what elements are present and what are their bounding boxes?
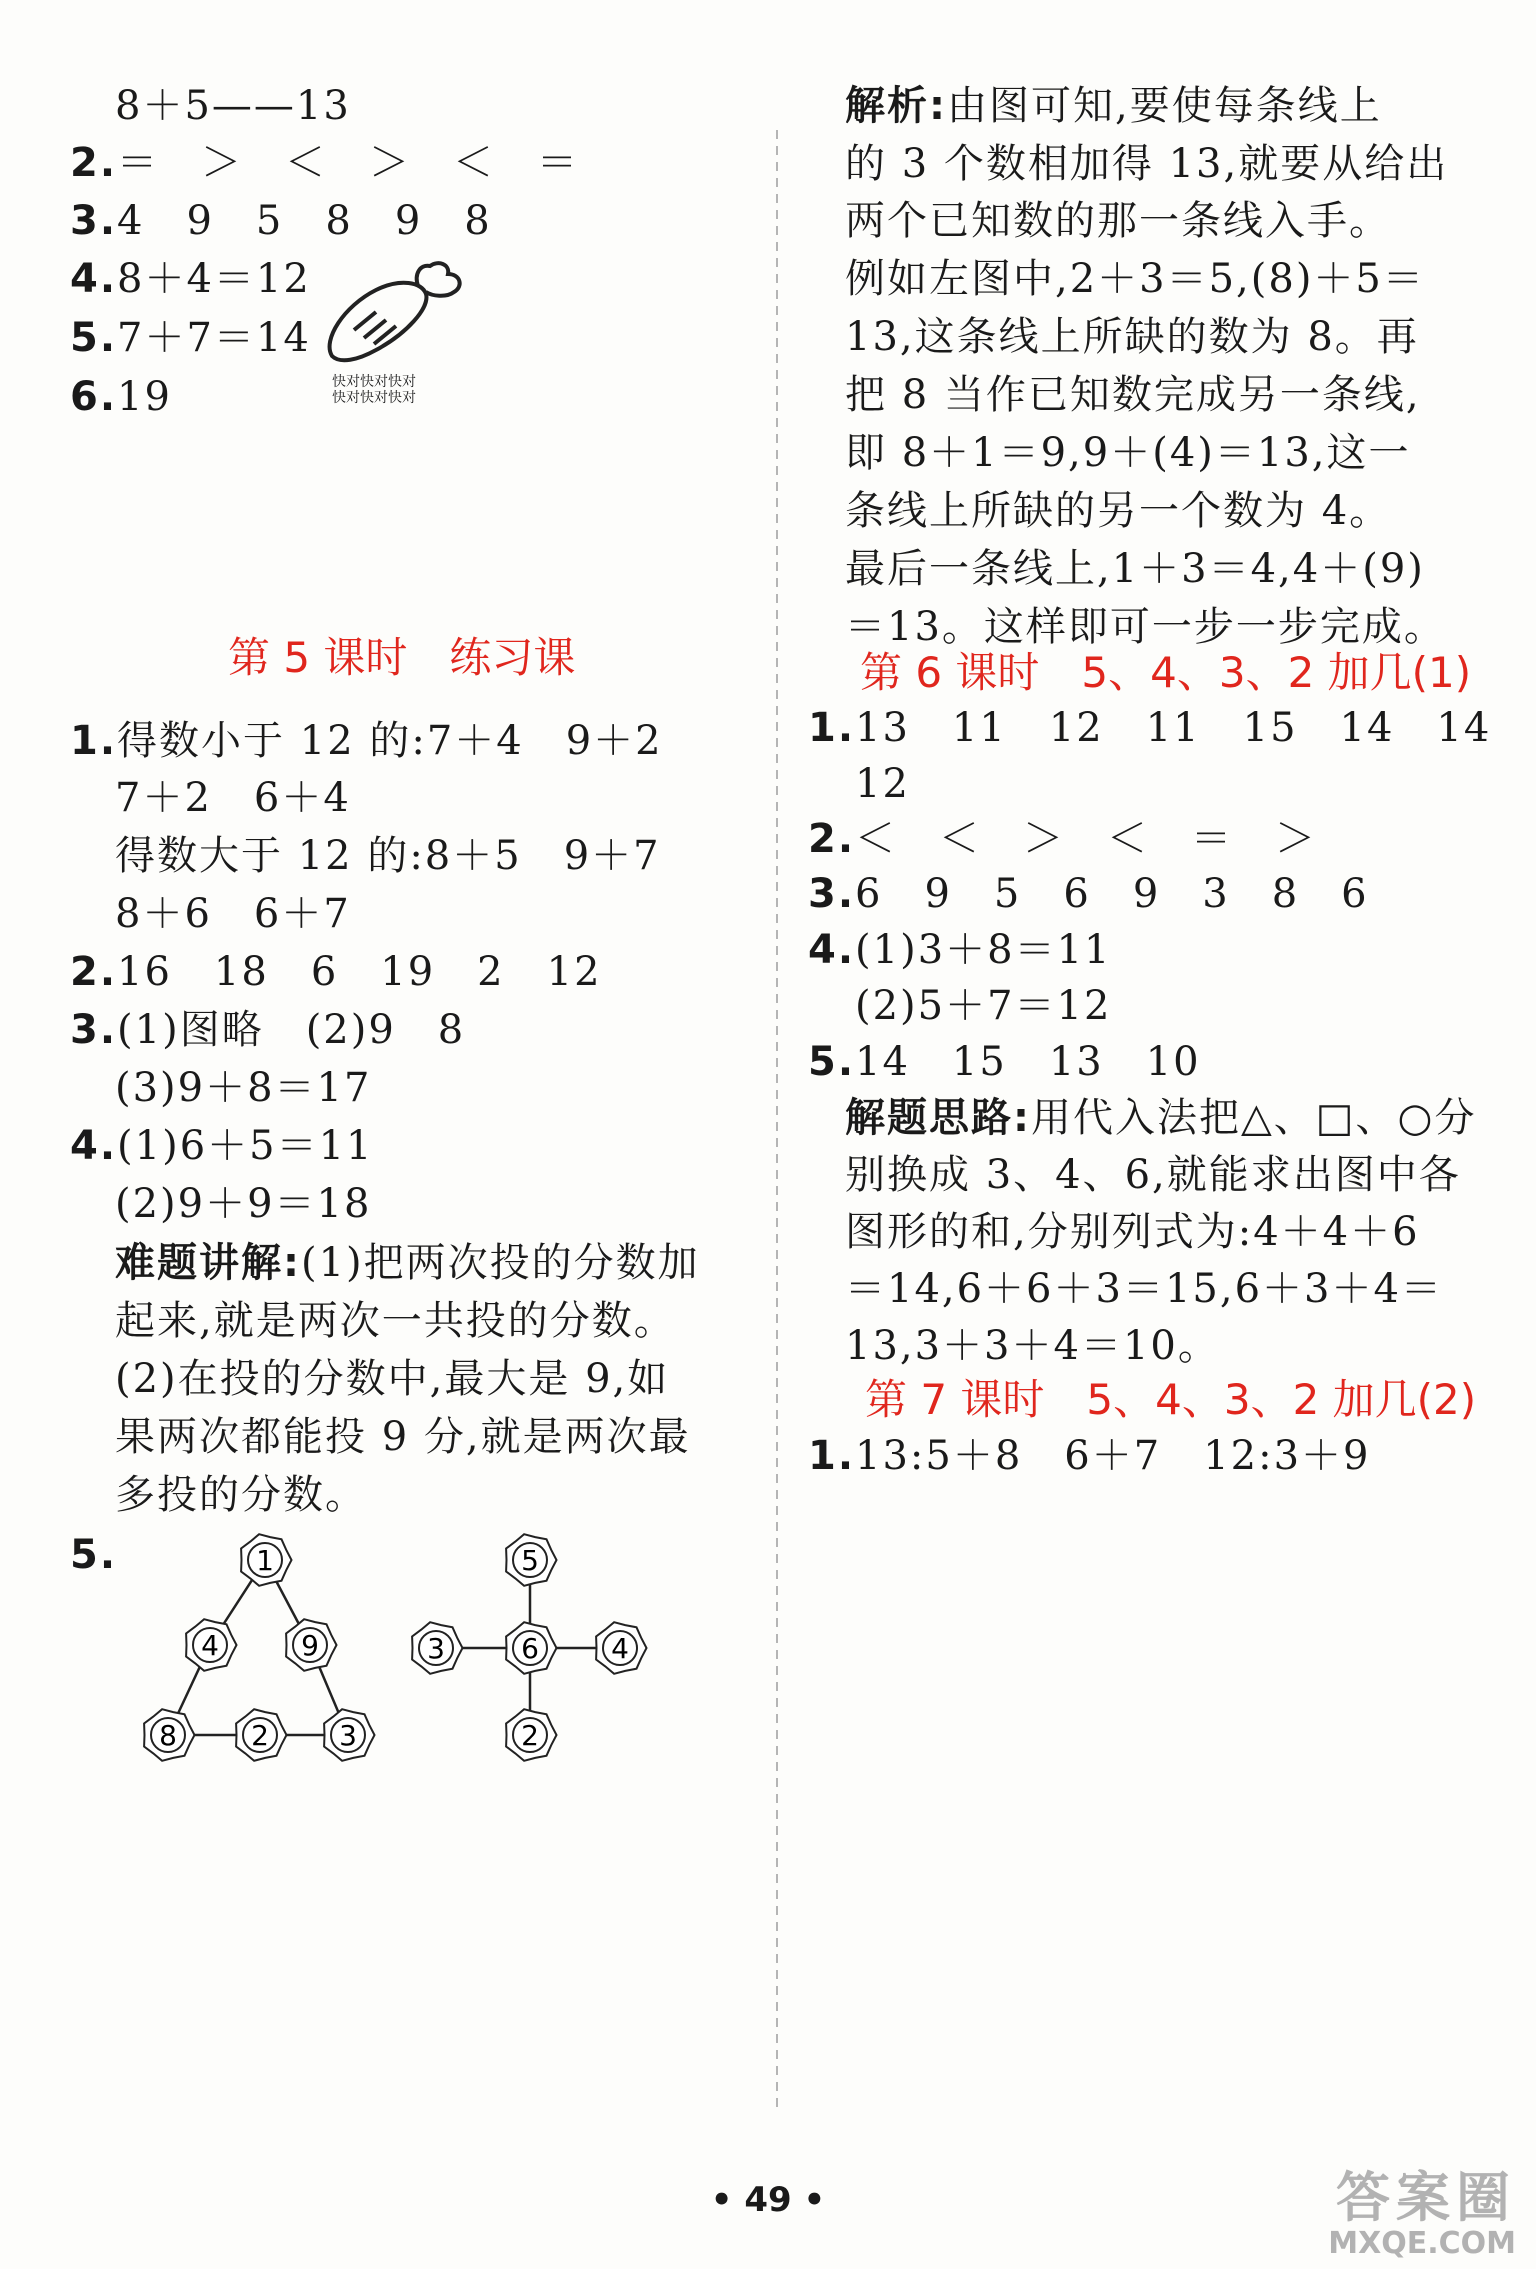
s5-question-1-line-2: 7＋2 6＋4 <box>115 775 351 821</box>
circle-node-tri-br <box>324 1709 374 1761</box>
circle-node-tri-bm <box>236 1709 286 1761</box>
s5-question-3-line-2: (3)9＋8＝17 <box>115 1065 372 1111</box>
s5-note-line-1: 难题讲解:(1)把两次投的分数加 <box>115 1240 700 1286</box>
circle-node-cross-center <box>506 1622 556 1674</box>
circle-number-tri-ml: 4 <box>201 1629 219 1662</box>
circle-node-tri-ml <box>186 1619 236 1671</box>
s6-question-4-line-2: (2)5＋7＝12 <box>855 983 1112 1029</box>
circle-node-cross-bottom <box>506 1709 556 1761</box>
cross-nodes <box>412 1534 646 1761</box>
s5-question-1-line-4: 8＋6 6＋7 <box>115 891 351 937</box>
s6-question-1: 1.13 11 12 11 15 14 14 <box>808 705 1492 751</box>
circle-node-cross-right <box>596 1622 646 1674</box>
s5-note-line-3: (2)在投的分数中,最大是 9,如 <box>115 1356 670 1402</box>
circle-number-cross-top: 5 <box>521 1544 539 1577</box>
s6-tip-line-5: 13,3＋3＋4＝10。 <box>845 1323 1220 1369</box>
cross-diagram <box>400 1530 660 1770</box>
analysis-line-9: 最后一条线上,1＋3＝4,4＋(9) <box>845 546 1425 592</box>
section-6-title: 第 6 课时 5、4、3、2 加几(1) <box>860 648 1472 697</box>
circle-node-cross-left <box>412 1622 462 1674</box>
triangle-diagram <box>120 1530 410 1770</box>
circle-number-cross-center: 6 <box>521 1632 539 1665</box>
circle-node-tri-mr <box>286 1619 336 1671</box>
circle-number-cross-right: 4 <box>611 1632 629 1665</box>
carrot-icon <box>318 260 468 370</box>
analysis-line-8: 条线上所缺的另一个数为 4。 <box>845 488 1392 534</box>
carrot-caption: 快对快对快对 快对快对快对 <box>332 374 416 406</box>
s6-question-3: 3.6 9 5 6 9 3 8 6 <box>808 871 1369 917</box>
circle-number-tri-br: 3 <box>339 1719 357 1752</box>
s5-question-5: 5. <box>70 1532 118 1578</box>
circle-number-tri-bl: 8 <box>159 1719 177 1752</box>
s5-note-line-4: 果两次都能投 9 分,就是两次最 <box>115 1414 691 1460</box>
s5-note-line-2: 起来,就是两次一共投的分数。 <box>115 1298 676 1344</box>
analysis-line-6: 把 8 当作已知数完成另一条线, <box>845 372 1421 418</box>
circle-number-tri-top: 1 <box>256 1544 274 1577</box>
question-2: 2.＝ ＞ ＜ ＞ ＜ ＝ <box>70 140 580 186</box>
section-5-title: 第 5 课时 练习课 <box>228 633 576 682</box>
s5-question-1: 1.得数小于 12 的:7＋4 9＋2 <box>70 718 663 764</box>
column-divider <box>776 130 778 2110</box>
analysis-line-3: 两个已知数的那一条线入手。 <box>845 198 1391 244</box>
s6-tip-line-1: 解题思路:用代入法把△、□、○分 <box>845 1095 1477 1141</box>
triangle-nodes <box>144 1534 374 1761</box>
s5-question-4: 4.(1)6＋5＝11 <box>70 1123 374 1169</box>
circle-node-tri-bl <box>144 1709 194 1761</box>
circle-number-cross-bottom: 2 <box>521 1719 539 1752</box>
analysis-line-2: 的 3 个数相加得 13,就要从给出 <box>845 141 1449 187</box>
analysis-line-7: 即 8＋1＝9,9＋(4)＝13,这一 <box>845 430 1411 476</box>
question-5: 5.7＋7＝14 <box>70 315 311 361</box>
analysis-line-1: 解析:由图可知,要使每条线上 <box>845 83 1382 129</box>
circle-node-cross-top <box>506 1534 556 1586</box>
watermark-logo: 答案圈 MXQE.COM <box>1328 2166 1516 2261</box>
s6-question-4: 4.(1)3＋8＝11 <box>808 927 1112 973</box>
s7-question-1: 1.13:5＋8 6＋7 12:3＋9 <box>808 1433 1371 1479</box>
circle-node-tri-top <box>241 1534 291 1586</box>
s6-question-2: 2.＜ ＜ ＞ ＜ ＝ ＞ <box>808 816 1318 862</box>
circle-number-tri-mr: 9 <box>301 1629 319 1662</box>
circle-number-cross-left: 3 <box>427 1632 445 1665</box>
analysis-line-5: 13,这条线上所缺的数为 8。再 <box>845 314 1419 360</box>
section-7-title: 第 7 课时 5、4、3、2 加几(2) <box>865 1375 1477 1424</box>
question-3: 3.4 9 5 8 9 8 <box>70 198 492 244</box>
circle-number-tri-bm: 2 <box>251 1719 269 1752</box>
answer-line: 8＋5——13 <box>115 83 351 129</box>
s6-tip-line-3: 图形的和,分别列式为:4＋4＋6 <box>845 1209 1420 1255</box>
analysis-line-10: ＝13。这样即可一步一步完成。 <box>845 604 1446 650</box>
page-number: • 49 • <box>710 2180 826 2220</box>
s6-question-5: 5.14 15 13 10 <box>808 1039 1201 1085</box>
carrot-logo <box>318 260 468 406</box>
s5-question-3: 3.(1)图略 (2)9 8 <box>70 1007 466 1053</box>
s6-tip-line-4: ＝14,6＋6＋3＝15,6＋3＋4＝ <box>845 1266 1443 1312</box>
analysis-line-4: 例如左图中,2＋3＝5,(8)＋5＝ <box>845 256 1425 302</box>
s6-question-1-line-2: 12 <box>855 761 910 807</box>
s5-question-4-line-2: (2)9＋9＝18 <box>115 1181 372 1227</box>
s5-note-line-5: 多投的分数。 <box>115 1472 367 1518</box>
question-4: 4.8＋4＝12 <box>70 256 311 302</box>
s5-question-1-line-3: 得数大于 12 的:8＋5 9＋7 <box>115 833 661 879</box>
s5-question-2: 2.16 18 6 19 2 12 <box>70 949 602 995</box>
question-6: 6.19 <box>70 374 172 420</box>
s6-tip-line-2: 别换成 3、4、6,就能求出图中各 <box>845 1152 1461 1198</box>
